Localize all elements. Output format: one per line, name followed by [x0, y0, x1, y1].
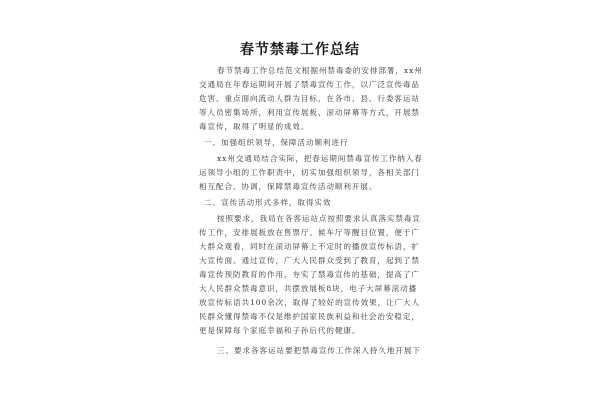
section-heading-3: 三、要求各客运站要把禁毒宣传工作深入持久地开展下	[217, 346, 421, 355]
paragraph-line: 大群众观看，同时在滚动屏幕上不定时的播放宣传标语，扩	[199, 242, 420, 251]
paragraph-line: 传工作，安排展板放在售票厅、候车厅等醒目位置，便于广	[199, 228, 420, 237]
paragraph-line: 大人民群众禁毒意识，共摆放展板8块，电子大屏幕滚动播	[199, 284, 418, 293]
paragraph-line: 春节禁毒工作总结范文根据州禁毒委的安排部署，xx州	[217, 66, 423, 75]
paragraph-line: 等人员密集场所，利用宣传展板、滚动屏幕等方式，开展禁	[199, 108, 420, 117]
paragraph-line: 大宣传面。通过宣传，广大人民群众受到了教育，起到了禁	[199, 256, 420, 265]
paragraph-line: 按照要求，我局在各客运站点按照要求认真落实禁毒宣	[217, 214, 421, 223]
paragraph-line: xx州交通局结合实际，把春运期间禁毒宣传工作纳入春	[217, 154, 423, 163]
paragraph-line: 毒宣传，取得了明显的成效。	[199, 122, 310, 131]
paragraph-line: 交通局在年春运期间开展了禁毒宣传工作，以广泛宣传毒品	[199, 80, 420, 89]
section-heading-1: 一、加强组织领导，保障活动顺利进行	[204, 138, 349, 147]
paragraph-line: 民群众懂得禁毒不仅是维护国家民族利益和社会治安稳定，	[199, 312, 420, 321]
document-title: 春节禁毒工作总结	[240, 42, 360, 58]
paragraph-line: 危害、重点面向流动人群为目标，在各市、县、行委客运站	[199, 94, 420, 103]
section-heading-2: 二、宣传活动形式多样，取得实效	[204, 198, 332, 207]
paragraph-line: 相互配合、协调，保障禁毒宣传活动顺利开展。	[199, 182, 378, 191]
paragraph-line: 更是保障每个家庭幸福和子孙后代的健康。	[199, 326, 361, 335]
paragraph-line: 运领导小组的工作职责中，切实加强组织领导，各相关部门	[199, 168, 420, 177]
paragraph-line: 放宣传标语共100余次，取得了较好的宣传效果，让广大人	[199, 298, 421, 307]
paragraph-line: 毒宣传预防教育的作用，夯实了禁毒宣传的基础，提高了广	[199, 270, 420, 279]
